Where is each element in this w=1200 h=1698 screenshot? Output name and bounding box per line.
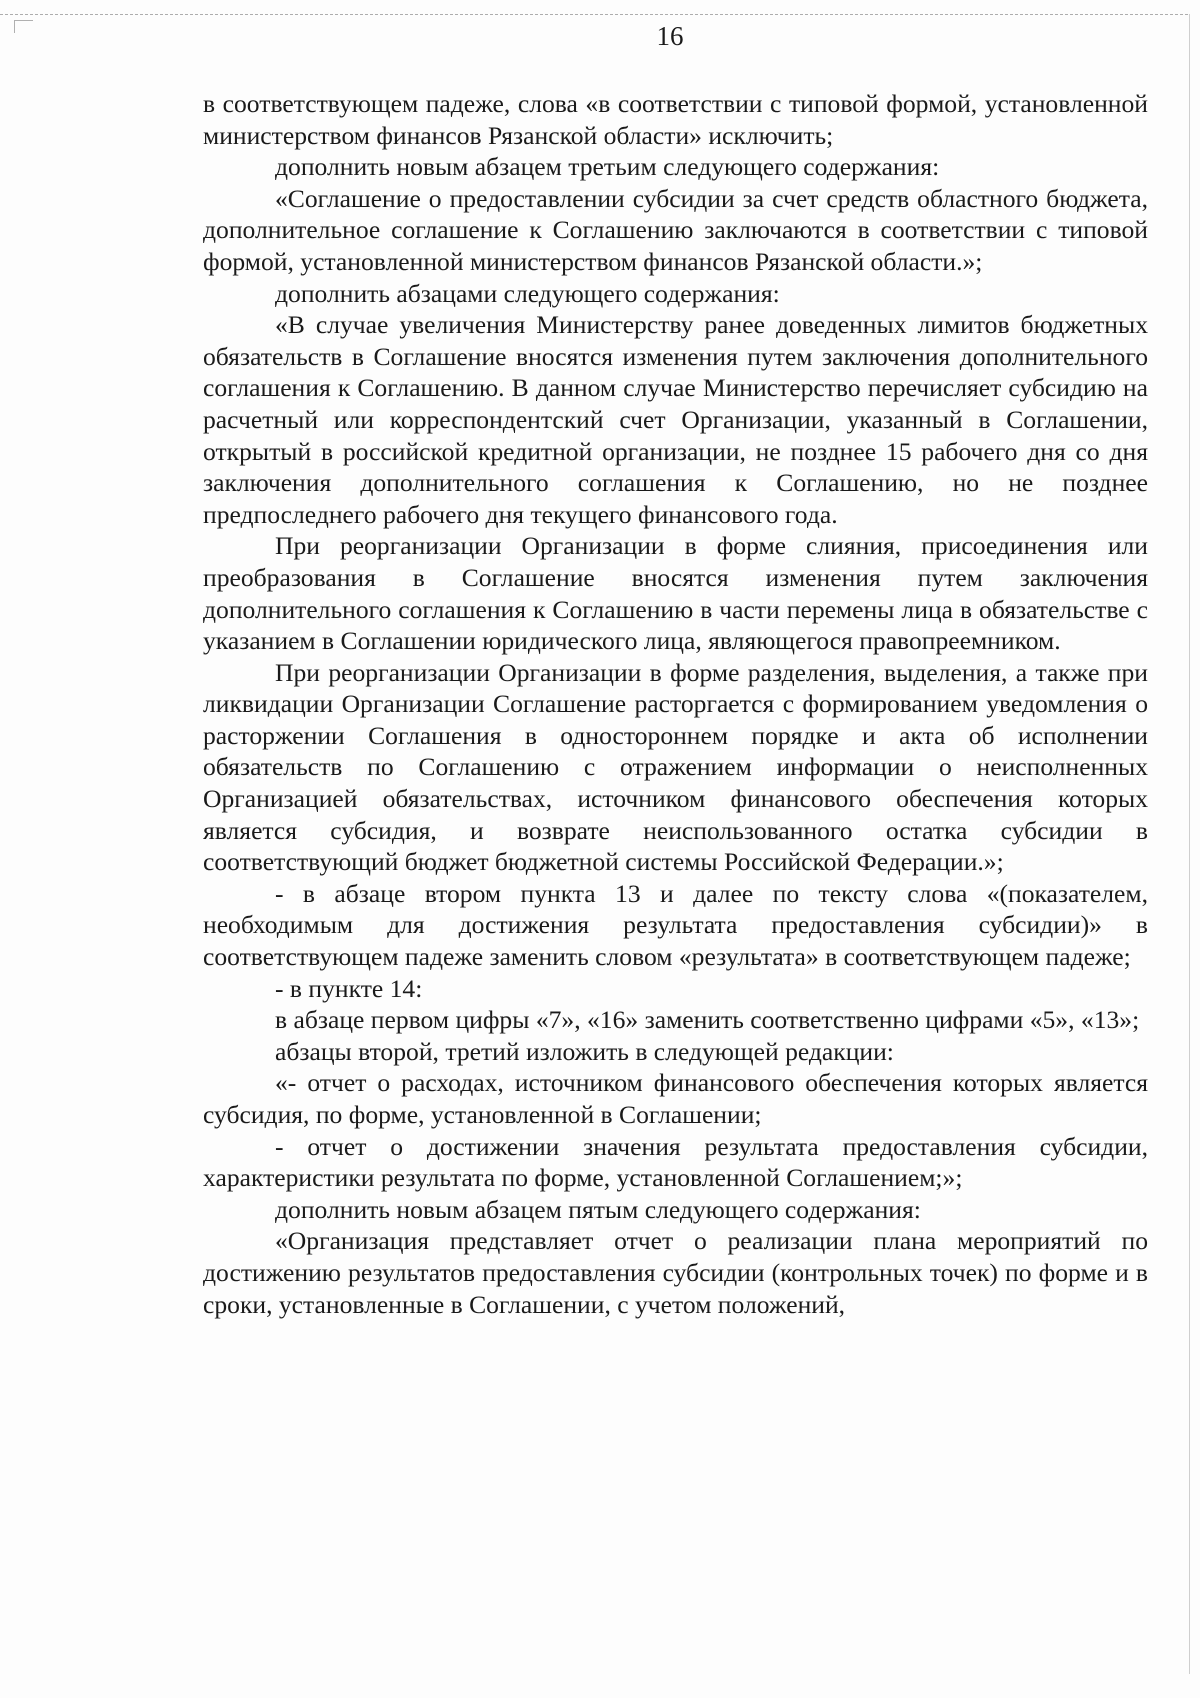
paragraph: абзацы второй, третий изложить в следующей редакции: [275,1036,894,1066]
page-number: 16 [656,21,684,51]
paragraph: «- отчет о расходах, источником финансового обеспечения которых является субсидия, по форме, установленной в Соглашении; [203,1068,1148,1129]
paragraph: в соответствующем падеже, слова «в соответствии с типовой формой, установленной министерством финансов Рязанской области» исключить; [203,89,1148,150]
paragraph: «В случае увеличения Министерству ранее доведенных лимитов бюджетных обязательств в Соглашение вносятся изменения путем заключения дополнительного соглашения к Соглашению. В данном случае Министерство перечисляет субсидию на расчетный или корреспондентский счет Организации, указанный в Соглашении, открытый в российской кредитной организации, не позднее 15 рабочего дня со дня заключения дополнительного соглашения к Соглашению, но не позднее предпоследнего рабочего дня текущего финансового года. [203,310,1148,529]
paragraph: дополнить абзацами следующего содержания: [275,278,780,308]
paragraph: - отчет о достижении значения результата предоставления субсидии, характеристики результата по форме, установленной Соглашением;»; [203,1131,1148,1193]
paragraph: «Соглашение о предоставлении субсидии за счет средств областного бюджета, дополнительное соглашение к Соглашению заключаются в соответствии с типовой формой, установленной министерством финансов Рязанской области.»; [203,183,1148,276]
paragraph: При реорганизации Организации в форме слияния, присоединения или преобразования в Соглашение вносятся изменения путем заключения дополнительного соглашения к Соглашению в части перемены лица в обязательстве с указанием в Соглашении юридического лица, являющегося правопреемником. [203,531,1148,656]
paragraph: дополнить новым абзацем пятым следующего содержания: [275,1194,921,1224]
paragraph: в абзаце первом цифры «7», «16» заменить соответственно цифрами «5», «13»; [275,1005,1140,1035]
document-body [203,88,1148,1320]
paragraph: При реорганизации Организации в форме разделения, выделения, а также при ликвидации Организации Соглашение расторгается с формированием уведомления о расторжении Соглашения в одностороннем порядке и акта об исполнении обязательств по Соглашению с отражением информации о неисполненных Организацией обязательствах, источником финансового обеспечения которых является субсидия, и возврате неиспользованного остатка субсидии в соответствующий бюджет бюджетной системы Российской Федерации.»; [203,657,1148,877]
paragraph: «Организация представляет отчет о реализации плана мероприятий по достижению результатов предоставления субсидии (контрольных точек) по форме и в сроки, установленные в Соглашении, с учетом положений, [203,1226,1148,1319]
scan-border-top [0,14,1188,15]
paragraph: - в абзаце втором пункта 13 и далее по тексту слова «(показателем, необходимым для достижения результата предоставления субсидии)» в соответствующем падеже заменить словом «результата» в соответствующем падеже; [203,878,1148,972]
paragraph: - в пункте 14: [275,973,423,1003]
scan-border-right [1189,14,1190,1674]
paragraph: дополнить новым абзацем третьим следующего содержания: [275,152,940,182]
